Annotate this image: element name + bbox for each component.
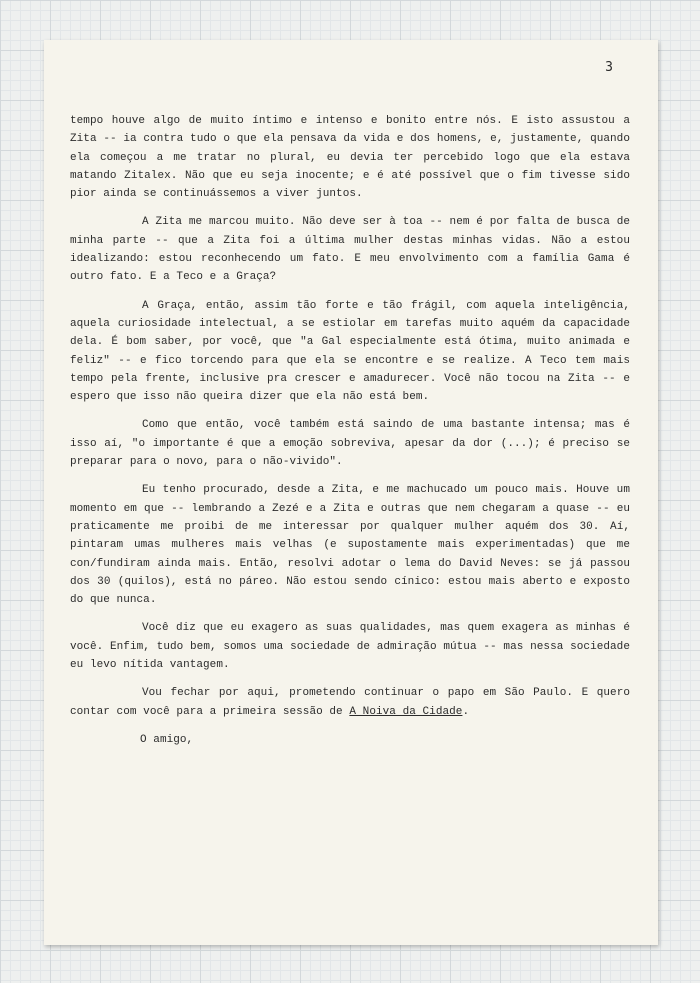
paragraph-7-end: . [462,705,470,718]
paragraph-7-text: Vou fechar por aqui, prometendo continuar o papo em São Paulo. E quero contar com você para a primeira sessão de [70,687,630,718]
paragraph-6: Você diz que eu exagero as suas qualidades, mas quem exagera as minhas é você. Enfim, tudo bem, somos uma sociedade de admiração mútua -- mas nessa sociedade eu levo nítida vantagem. [70,622,630,672]
paragraph-3: A Graça, então, assim tão forte e tão frágil, com aquela inteligência, aquela curiosidade intelectual, a se estiolar em tarefas muito aquém da capacidade dela. É bom saber, por você, que "a Gal especialmente está ótima, muito animada e feliz" -- e fico torcendo para que ela se encontre e se realize. A Teco tem mais tempo pela frente, inclusive pra crescer e amadurecer. Você não tocou na Zita -- e espero que isso não queira dizer que ela não está bem. [70,299,630,404]
closing-salutation: O amigo, [140,733,194,746]
page-number: 3 [605,60,613,75]
paragraph-4: Como que então, você também está saindo de uma bastante intensa; mas é isso aí, "o importante é que a emoção sobreviva, apesar da dor (...); é preciso se preparar para o novo, para o não-vivido". [70,419,630,469]
paragraph-2: A Zita me marcou muito. Não deve ser à toa -- nem é por falta de busca de minha parte -- que a Zita foi a última mulher destas minhas vidas. Não a estou idealizando: estou reconhecendo um fato. E meu envolvimento com a família Gama é outro fato. E a Teco e a Graça? [70,216,630,284]
typewritten-letter-page [44,40,658,945]
paragraph-5: Eu tenho procurado, desde a Zita, e me machucado um pouco mais. Houve um momento em que -- lembrando a Zezé e a Zita e outras que nem chegaram a quase -- eu praticamente me proibi de me interessar por qualquer mulher aquém dos 30. Aí, pintaram umas mulheres mais velhas (e supostamente mais experimentadas) que me con/fundiram ainda mais. Então, resolvi adotar o lema do David Neves: se já passou dos 30 (quilos), está no páreo. Não estou sendo cínico: estou mais aberto e exposto do que nunca. [70,484,630,607]
letter-body [70,112,630,759]
film-title: A Noiva da Cidade [349,705,463,718]
paragraph-7 [70,684,630,721]
paragraph-1: tempo houve algo de muito íntimo e intenso e bonito entre nós. E isto assustou a Zita -- ia contra tudo o que ela pensava da vida e dos homens, e, justamente, quando ela começou a me tratar no plural, eu devia ter percebido logo que ela estava matando Zitalex. Não que eu seja inocente; e é até possível que o fim tivesse sido pior ainda se continuássemos a viver juntos. [70,115,630,201]
